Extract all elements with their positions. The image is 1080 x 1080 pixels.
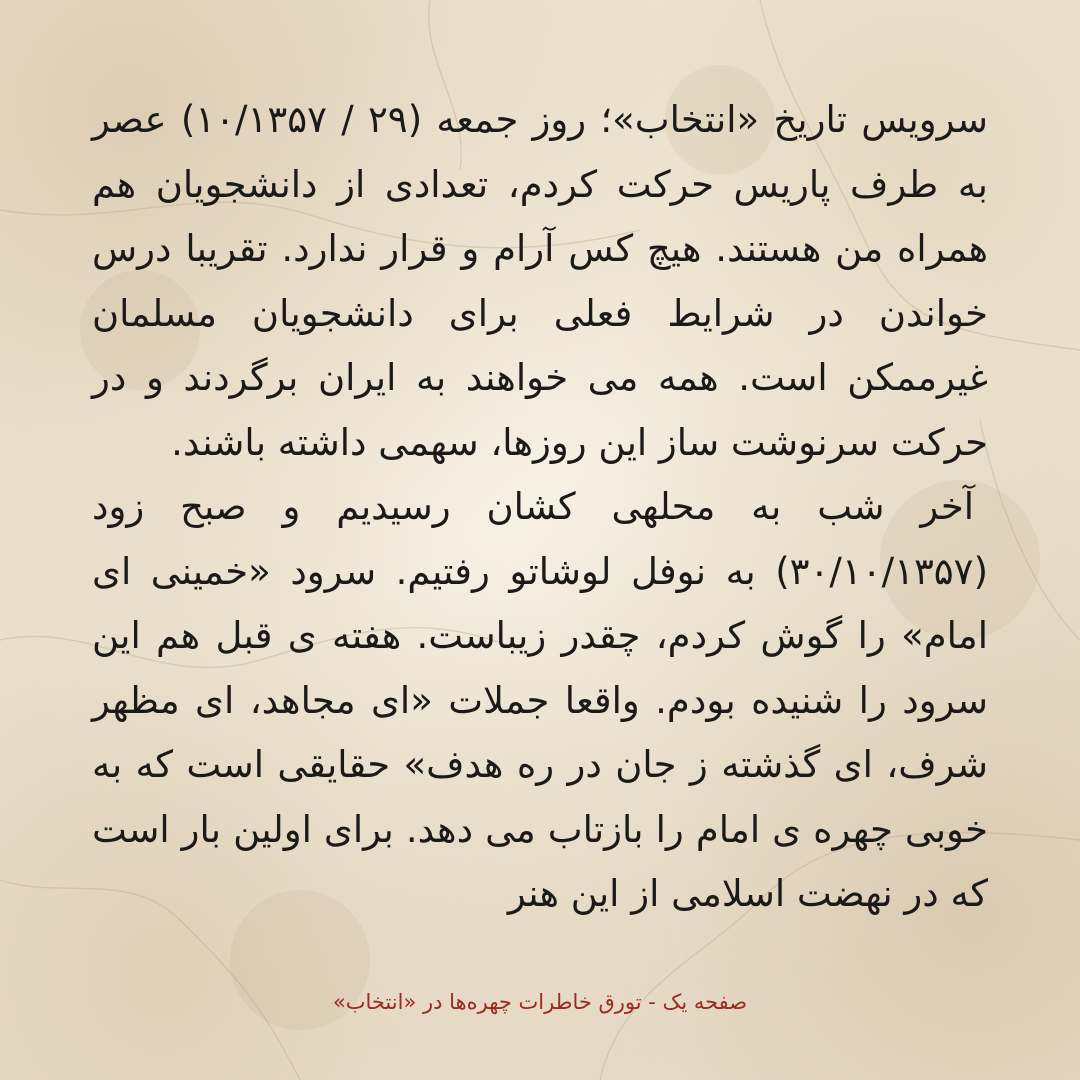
page-caption: صفحه یک - تورق خاطرات چهره‌ها در «انتخاب» bbox=[332, 990, 748, 1014]
paragraph-1: سرویس تاریخ «انتخاب»؛ روز جمعه (۲۹ / ۱۰/۱۳۵۷) عصر به طرف پاریس حرکت کردم، تعدادی از دانشجویان هم همراه من هستند. هیچ کس آرام و قرار ندارد. تقریبا درس خواندن در شرایط فعلی برای دانشجویان مسلمان غیرممکن است. همه می خواهند به ایران برگردند و در حرکت سرنوشت ساز این روزها، سهمی داشته باشند. bbox=[92, 98, 989, 464]
memoir-text bbox=[92, 88, 988, 927]
paragraph-2: آخر شب به محلهی کشان رسیدیم و صبح زود (۳۰/۱۰/۱۳۵۷) به نوفل لوشاتو رفتیم. سرود «خمینی ای امام» را گوش کردم، چقدر زیباست. هفته ی قبل هم این سرود را شنیده بودم. واقعا جملات «ای مجاهد، ای مظهر شرف، ای گذشته ز جان در ره هدف» حقایقی است که به خوبی چهره ی امام را بازتاب می دهد. برای اولین بار است که در نهضت اسلامی از این هنر bbox=[92, 485, 988, 915]
